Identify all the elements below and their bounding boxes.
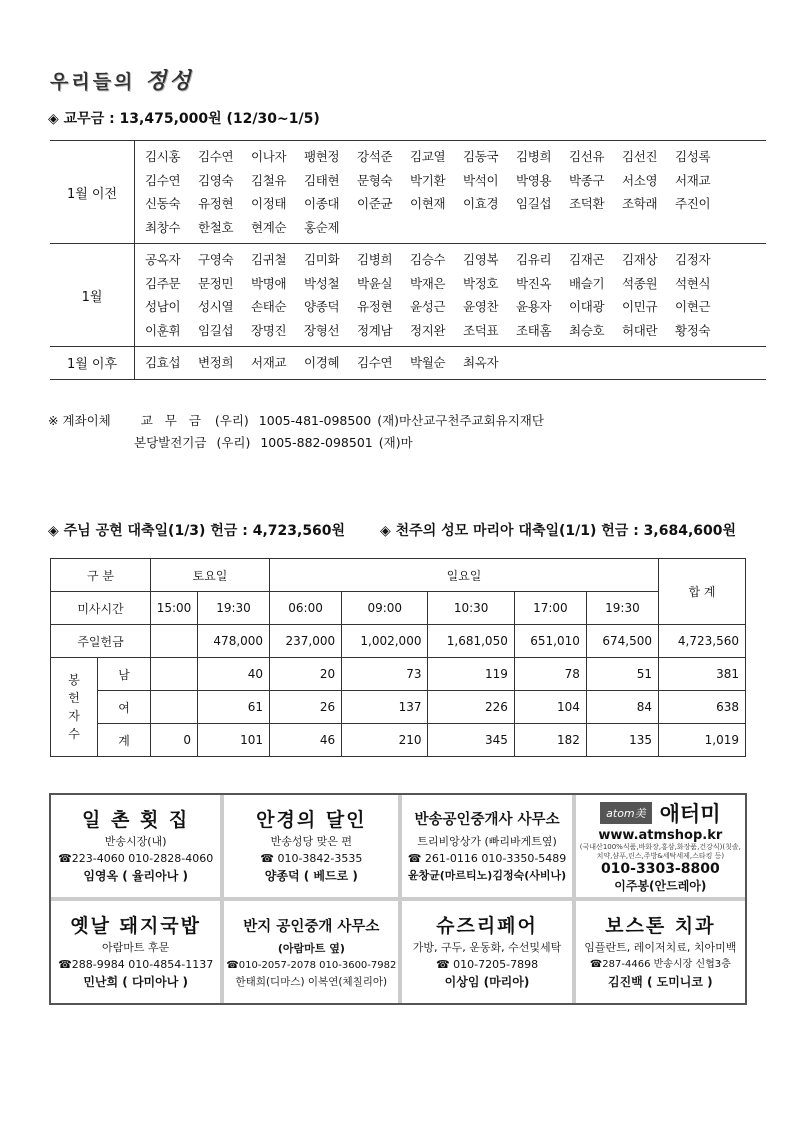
donor-name: 이현근 (675, 299, 711, 314)
donor-name: 장형선 (304, 322, 340, 338)
donor-name: 김교열 (410, 149, 446, 164)
sunday-header: 일요일 (270, 559, 659, 592)
donor-group-row (50, 347, 766, 380)
donor-name: 이경혜 (304, 355, 340, 370)
count-cell: 0 (151, 724, 198, 757)
donor-name: 최옥자 (463, 355, 499, 370)
ad-gukbap (51, 901, 220, 1003)
donor-name: 최승호 (569, 322, 605, 338)
cash-cell: 651,010 (514, 625, 586, 658)
saturday-header: 토요일 (151, 559, 270, 592)
ad-line: 아람마트 후문 (102, 941, 170, 954)
donor-name: 김승수 (410, 252, 446, 267)
count-cell: 20 (270, 658, 342, 691)
account-number: 1005-481-098500 (258, 413, 372, 428)
donor-name: 구영숙 (198, 252, 234, 267)
cash-cell (151, 625, 198, 658)
donor-name: 김철유 (251, 172, 287, 188)
ad-owner: 한태희(디마스) 이복연(체칠리아) (235, 975, 388, 988)
total-header: 합 계 (659, 559, 746, 625)
cash-cell: 1,002,000 (342, 625, 428, 658)
ad-phone: ☎ 010-3842-3535 (260, 852, 363, 865)
ad-grid (49, 793, 747, 1005)
donor-name: 이준균 (357, 196, 393, 211)
donor-name: 김효섭 (145, 355, 181, 370)
donor-name: 김정자 (675, 252, 711, 267)
donor-name: 김동국 (463, 149, 499, 164)
ad-title: 애터미 (659, 801, 721, 826)
donor-group-label: 1월 이전 (50, 141, 135, 244)
donor-name: 양종덕 (304, 299, 340, 314)
mass-time-cell: 17:00 (514, 592, 586, 625)
donor-name: 서소영 (622, 172, 658, 188)
ad-title: 안경의 달인 (256, 809, 367, 831)
row-label: 여 (98, 691, 151, 724)
donor-name: 김병희 (357, 252, 393, 267)
count-cell: 345 (428, 724, 514, 757)
donor-name: 윤영찬 (463, 299, 499, 314)
ad-owner: 김진백 ( 도미니코 ) (608, 975, 713, 989)
account-name: 본당발전기금 (134, 435, 207, 450)
donor-name: 조덕환 (569, 196, 605, 211)
count-cell: 104 (514, 691, 586, 724)
donor-name: 현계순 (251, 219, 287, 235)
ad-owner: 민난희 ( 다미아나 ) (83, 975, 188, 989)
mass-time-cell: 15:00 (151, 592, 198, 625)
donor-name: 윤용자 (516, 299, 552, 314)
donor-name: 박월순 (410, 355, 446, 370)
ad-phone: 010-3303-8800 (600, 860, 720, 877)
ad-phone: ☎223-4060 010-2828-4060 (58, 852, 214, 865)
donor-name: 팽현정 (304, 149, 340, 164)
donor-name: 성남이 (145, 299, 181, 314)
donor-name: 박영용 (516, 172, 552, 188)
donor-group-row (50, 141, 766, 244)
donor-name: 유정현 (357, 299, 393, 314)
account-row-0 (48, 410, 550, 432)
donor-name: 장명진 (251, 322, 287, 338)
donor-name: 박기환 (410, 172, 446, 188)
ad-owner: 양종덕 ( 베드로 ) (264, 869, 358, 883)
donor-group-row (50, 244, 766, 347)
count-cell: 182 (514, 724, 586, 757)
count-cell: 46 (270, 724, 342, 757)
donor-name: 정지완 (410, 322, 446, 338)
donor-name: 주진이 (675, 196, 711, 211)
donor-name: 공옥자 (145, 252, 181, 267)
ad-title: 보스톤 치과 (605, 915, 716, 937)
ad-phone: ☎288-9984 010-4854-1137 (58, 958, 214, 971)
ad-phone: ☎ 261-0116 010-3350-5489 (407, 852, 567, 865)
donor-name: 이현재 (410, 196, 446, 211)
offering-right-heading: ◈ 천주의 성모 마리아 대축일(1/1) 헌금 : 3,684,600원 (380, 523, 737, 539)
ad-dental (576, 901, 745, 1003)
offering-left-heading: ◈ 주님 공현 대축일(1/3) 헌금 : 4,723,560원 (48, 523, 346, 539)
ad-title: 옛날 돼지국밥 (70, 915, 202, 937)
donor-names (135, 347, 767, 380)
count-cell: 78 (514, 658, 586, 691)
donor-name: 석종원 (622, 275, 658, 291)
donor-name: 손태순 (251, 299, 287, 314)
account-name: 교 무 금 (140, 413, 205, 428)
donor-name: 김선유 (569, 149, 605, 164)
mass-time-cell: 10:30 (428, 592, 514, 625)
col-label: 구 분 (51, 559, 151, 592)
donor-name: 박석이 (463, 172, 499, 188)
donor-name: 김귀철 (251, 252, 287, 267)
ad-owner: 임영옥 ( 율리아나 ) (83, 869, 188, 883)
account-note: ※ 계좌이체 (48, 413, 111, 428)
mass-time-cell: 06:00 (270, 592, 342, 625)
donor-name: 김병희 (516, 149, 552, 164)
donor-name: 임길섭 (198, 322, 234, 338)
donor-group-label: 1월 이후 (50, 347, 135, 380)
row-label: 계 (98, 724, 151, 757)
donor-name: 박정호 (463, 275, 499, 291)
page-title: 우리들의 정성 (50, 68, 194, 94)
ad-line: 반송시장(내) (104, 835, 167, 848)
count-cell: 1,019 (659, 724, 746, 757)
ad-ilchon (51, 795, 220, 897)
account-holder: (재)마산교구천주교회유지재단 (377, 413, 544, 428)
donor-name: 유정현 (198, 196, 234, 211)
donor-name: 윤성근 (410, 299, 446, 314)
tuition-heading: ◈ 교무금 : 13,475,000원 (12/30~1/5) (48, 111, 320, 127)
donor-name: 성시열 (198, 299, 234, 314)
ad-line: (아람마트 옆) (277, 941, 345, 955)
mass-time-cell: 09:00 (342, 592, 428, 625)
donor-name: 황정숙 (675, 322, 711, 338)
count-cell: 210 (342, 724, 428, 757)
donor-name: 허대란 (622, 322, 658, 338)
donor-name: 김영복 (463, 252, 499, 267)
donor-name: 배슬기 (569, 275, 605, 291)
ad-title: 반지 공인중개 사무소 (243, 918, 380, 935)
donor-name: 홍순제 (304, 219, 340, 235)
donor-name: 이효경 (463, 196, 499, 211)
count-cell: 51 (586, 658, 658, 691)
account-number: 1005-882-098501 (260, 435, 373, 450)
count-cell: 73 (342, 658, 428, 691)
count-cell: 40 (198, 658, 270, 691)
ad-line: 트리비앙상가 (빠리바게트옆) (417, 835, 557, 848)
donor-name: 석현식 (675, 275, 711, 291)
group-label-text: 봉 헌 자 수 (68, 673, 80, 741)
donor-name: 이민규 (622, 299, 658, 314)
count-cell (151, 658, 198, 691)
cash-label: 주일헌금 (51, 625, 151, 658)
donor-name: 김영숙 (198, 172, 234, 188)
donor-name: 김태현 (304, 172, 340, 188)
ad-owner: 이주봉(안드레아) (614, 878, 707, 893)
donor-name: 박윤실 (357, 275, 393, 291)
donor-name: 조태홈 (516, 322, 552, 338)
donor-name: 이대광 (569, 299, 605, 314)
donor-name: 정계남 (357, 322, 393, 338)
donor-name: 김수연 (357, 355, 393, 370)
donor-name: 박진옥 (516, 275, 552, 291)
donor-name: 임길섭 (516, 196, 552, 211)
mass-time-cell: 19:30 (586, 592, 658, 625)
ad-small-text: (국내산100%식품,바화장,홍삼,화장품,건강식)(칫솔,치약,샴푸,린스,주방&세탁세제,스타킹 등) (579, 842, 741, 860)
count-cell: 101 (198, 724, 270, 757)
donor-name: 김재상 (622, 252, 658, 267)
donor-name: 조덕표 (463, 322, 499, 338)
donor-name: 김미화 (304, 252, 340, 267)
count-cell: 84 (586, 691, 658, 724)
donor-name: 최창수 (145, 219, 181, 235)
donor-name: 김수연 (145, 172, 181, 188)
ad-line: 반송성당 맞은 편 (270, 835, 353, 848)
donor-name: 김시홍 (145, 149, 181, 164)
ad-title: 일 촌 횟 집 (82, 809, 190, 831)
donor-name: 이나자 (251, 149, 287, 164)
donor-name: 박성철 (304, 275, 340, 291)
count-cell: 137 (342, 691, 428, 724)
donor-name: 서재교 (251, 355, 287, 370)
donor-name: 김재곤 (569, 252, 605, 267)
atomy-logo: atom美 (600, 802, 652, 824)
cash-cell: 478,000 (198, 625, 270, 658)
group-label (51, 658, 98, 757)
ad-atomy-header (600, 798, 720, 828)
ad-line: 가방, 구두, 운동화, 수선및세탁 (412, 941, 562, 954)
count-cell: 638 (659, 691, 746, 724)
ad-phone: ☎ 010-7205-7898 (435, 958, 539, 971)
ad-phone: ☎010-2057-2078 010-3600-7982 (226, 959, 397, 971)
donor-name: 김선진 (622, 149, 658, 164)
donor-name: 박명애 (251, 275, 287, 291)
ad-phone: ☎287-4466 반송시장 신협3층 (589, 959, 731, 970)
donor-name: 김성록 (675, 149, 711, 164)
time-label: 미사시간 (51, 592, 151, 625)
donor-name: 조학래 (622, 196, 658, 211)
donor-name: 박재은 (410, 275, 446, 291)
donor-name: 박종구 (569, 172, 605, 188)
ad-owner: 윤창균(마르티노)김정숙(사비나) (407, 869, 567, 882)
cash-cell: 4,723,560 (659, 625, 746, 658)
mass-offering-table (50, 558, 746, 757)
donor-name: 이정태 (251, 196, 287, 211)
ad-realty-banji (224, 901, 398, 1003)
ad-title: 반송공인중개사 사무소 (414, 812, 560, 828)
account-row-1 (48, 432, 550, 454)
donor-name: 한철호 (198, 219, 234, 235)
count-cell: 381 (659, 658, 746, 691)
donor-name: 김유리 (516, 252, 552, 267)
account-holder: (재)마 (378, 435, 413, 450)
donor-name: 변정희 (198, 355, 234, 370)
donor-name: 서재교 (675, 172, 711, 188)
donor-name: 김주문 (145, 275, 181, 291)
account-info (48, 410, 550, 454)
donor-table (50, 140, 766, 380)
count-cell: 61 (198, 691, 270, 724)
donor-group-label: 1월 (50, 244, 135, 347)
donor-name: 강석준 (357, 149, 393, 164)
donor-name: 김수연 (198, 149, 234, 164)
ad-glasses (224, 795, 398, 897)
donor-name: 이훈휘 (145, 322, 181, 338)
donor-name: 이종대 (304, 196, 340, 211)
count-cell: 226 (428, 691, 514, 724)
ad-owner: 이상임 (마리아) (444, 975, 530, 989)
mass-time-cell: 19:30 (198, 592, 270, 625)
count-cell: 119 (428, 658, 514, 691)
account-bank: (우리) (214, 413, 249, 428)
cash-cell: 1,681,050 (428, 625, 514, 658)
count-cell (151, 691, 198, 724)
ad-title: 슈즈리페어 (436, 915, 538, 937)
ad-shoe-repair (402, 901, 571, 1003)
donor-name: 문형숙 (357, 172, 393, 188)
count-cell: 135 (586, 724, 658, 757)
ad-url: www.atmshop.kr (598, 827, 723, 843)
cash-cell: 237,000 (270, 625, 342, 658)
donor-names (135, 141, 767, 244)
donor-name: 문정민 (198, 275, 234, 291)
row-label: 남 (98, 658, 151, 691)
account-bank: (우리) (216, 435, 251, 450)
ad-realty-bansong (402, 795, 571, 897)
ad-line: 임플란트, 레이저치료, 치아미백 (584, 941, 737, 954)
donor-name: 신동숙 (145, 196, 181, 211)
ad-atomy (576, 795, 745, 897)
cash-cell: 674,500 (586, 625, 658, 658)
count-cell: 26 (270, 691, 342, 724)
donor-names (135, 244, 767, 347)
